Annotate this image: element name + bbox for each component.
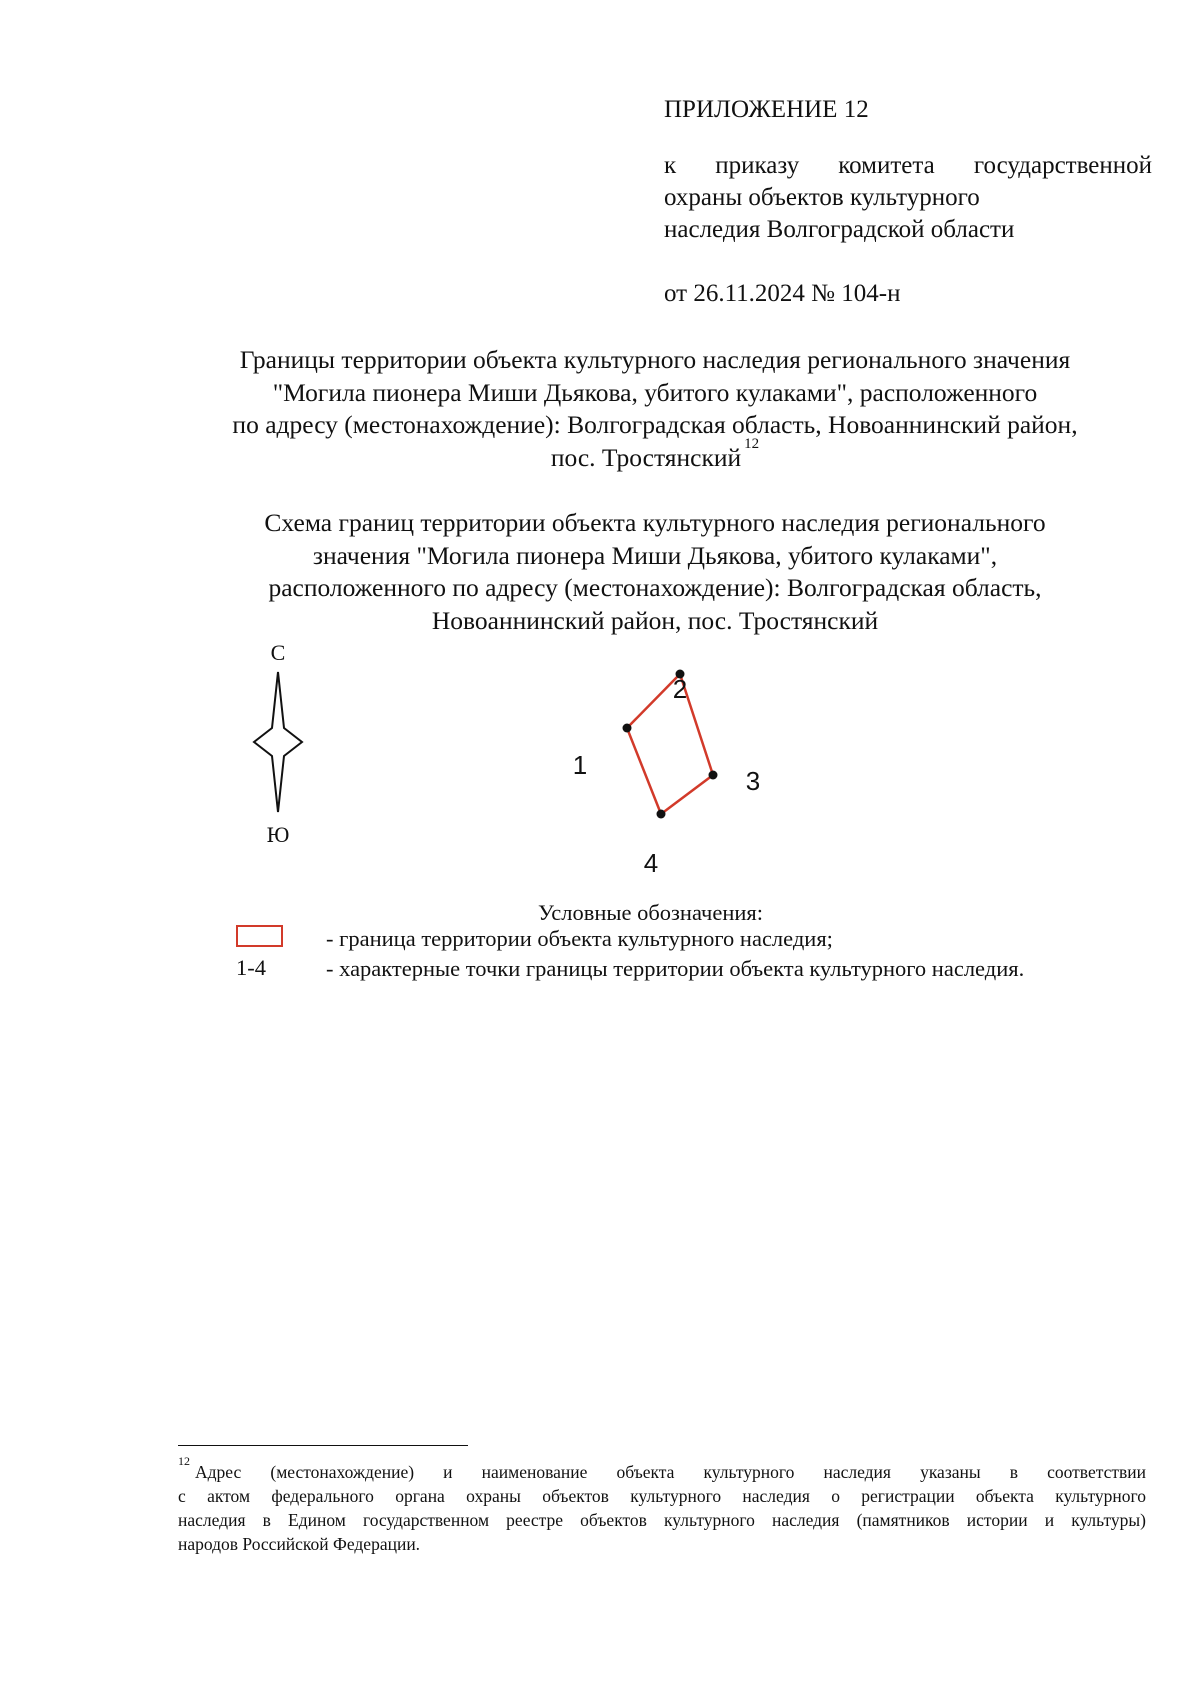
scheme-heading-line: Схема границ территории объекта культурного наследия регионального (264, 508, 1046, 537)
scheme-heading-line: расположенного по адресу (местонахождение): Волгоградская область, (268, 573, 1042, 602)
scheme-heading-line: значения "Могила пионера Миши Дьякова, убитого кулаками", (312, 540, 998, 570)
appendix-order-reference (664, 150, 1152, 246)
boundary-scheme (0, 630, 1200, 900)
heading-line: пос. Тростянский (550, 442, 742, 472)
legend-title: Условные обозначения: (538, 900, 764, 925)
footnote-line: наследия в Едином государственном реестре объектов культурного наследия (памятников истории и культуры) (178, 1510, 1146, 1530)
appendix-line: охраны объектов культурного (664, 184, 980, 211)
boundary-point (623, 724, 632, 733)
boundary-point (709, 771, 718, 780)
appendix-line: наследия Волгоградской области (664, 216, 1015, 243)
legend-item-boundary: - граница территории объекта культурного наследия; (326, 926, 833, 951)
footnote-line: с актом федерального органа охраны объектов культурного наследия о регистрации объекта культурного (178, 1486, 1146, 1506)
compass-north-label: С (270, 640, 286, 665)
boundary-point-label: 4 (643, 848, 659, 878)
boundary-point-label: 3 (745, 766, 761, 796)
heading-line: Границы территории объекта культурного наследия регионального значения (239, 345, 1071, 374)
legend-item-points: - характерные точки границы территории объекта культурного наследия. (326, 956, 1025, 981)
heading-line-last (150, 435, 1160, 475)
footnote (178, 1454, 1146, 1556)
legend-points-code: 1-4 (236, 955, 266, 980)
boundary-point-label: 1 (572, 750, 588, 780)
compass-rose (254, 640, 302, 847)
legend-boundary-swatch (236, 925, 283, 947)
document-heading (150, 344, 1160, 474)
appendix-title: ПРИЛОЖЕНИЕ 12 (664, 96, 869, 123)
footnote-line-text: Адрес (местонахождение) и наименование объекта культурного наследия указаны в соответствии (195, 1462, 1146, 1482)
appendix-date: от 26.11.2024 № 104-н (664, 280, 901, 307)
heading-line: "Могила пионера Миши Дьякова, убитого кулаками", расположенного (272, 377, 1038, 407)
boundary-line (627, 674, 713, 814)
boundary-point-label: 2 (672, 674, 688, 704)
footnote-number: 12 (178, 1454, 190, 1468)
boundary-point (657, 810, 666, 819)
footnote-line: народов Российской Федерации. (178, 1534, 421, 1554)
scheme-heading (150, 507, 1160, 637)
compass-south-label: Ю (266, 822, 290, 847)
boundary-polygon-group (573, 670, 760, 879)
heading-line: по адресу (местонахождение): Волгоградская область, Новоаннинский район, (232, 410, 1078, 439)
scheme-heading-line: Новоаннинский район, пос. Тростянский (431, 605, 879, 635)
footnote-reference[interactable]: 12 (744, 435, 760, 452)
footnote-line (178, 1454, 1146, 1484)
footnote-divider (178, 1445, 468, 1446)
appendix-line: к приказу комитета государственной (664, 152, 1152, 179)
compass-star-icon (254, 672, 302, 812)
